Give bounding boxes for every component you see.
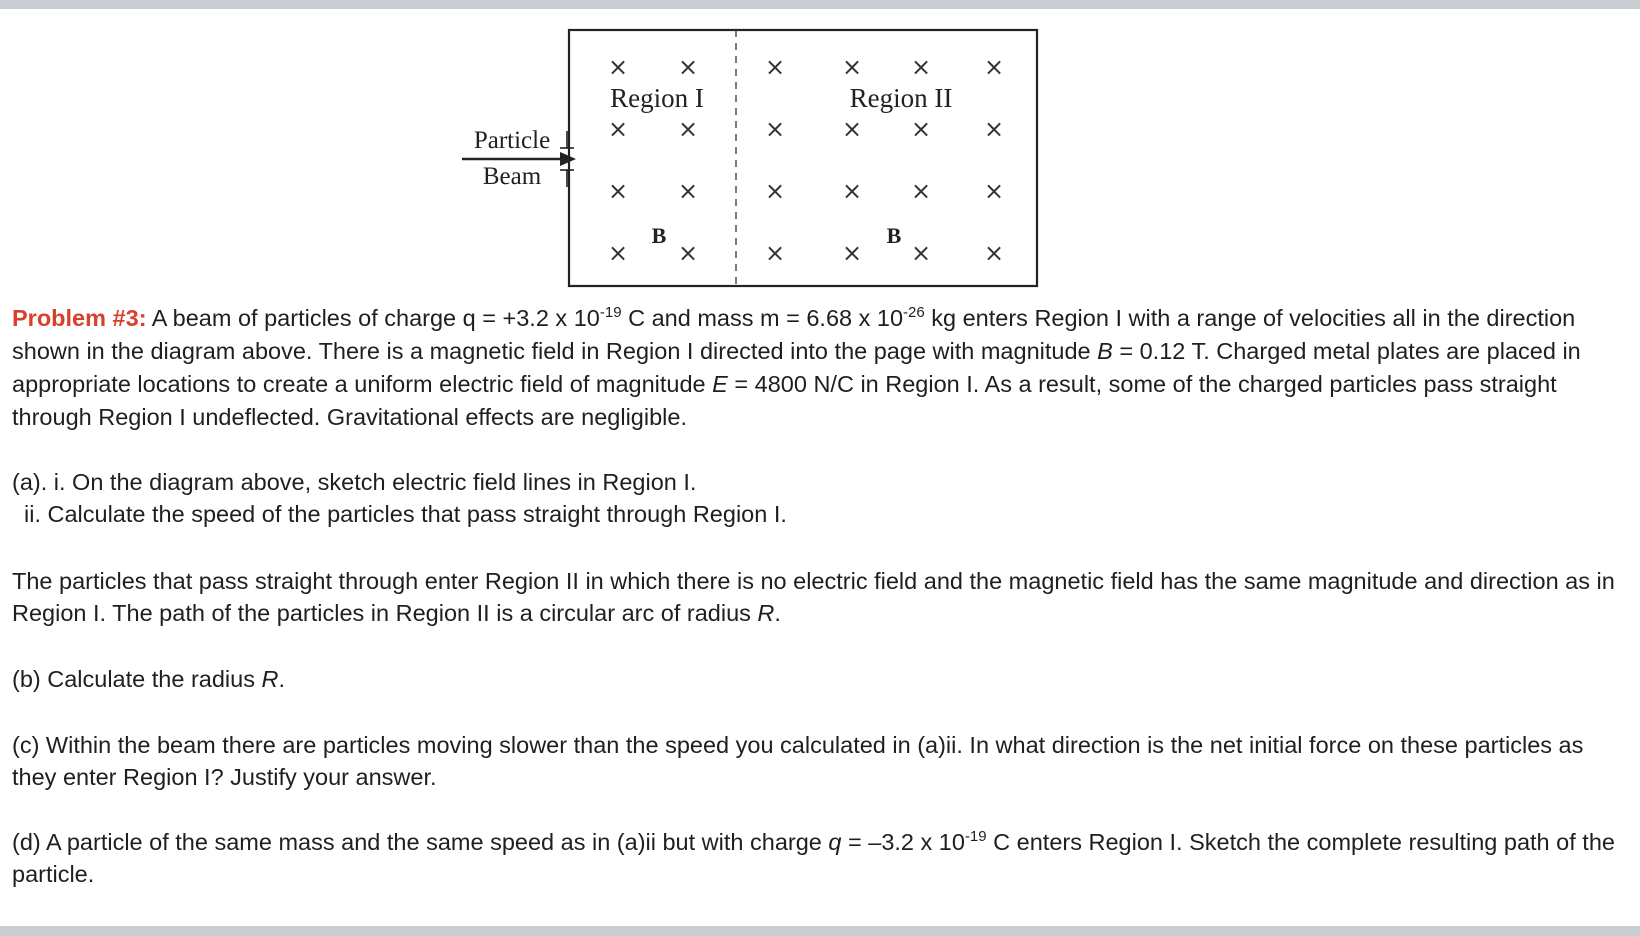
region-1-label: Region I [610,83,704,113]
bottom-border [0,926,1640,936]
part-b-r-symbol: R [261,666,279,692]
field-cross-0-1: × [677,53,699,81]
part-d-text-1: (d) A particle of the same mass and the same speed as in (a)ii but with charge [12,829,829,855]
field-cross-0-4: × [910,53,932,81]
r-symbol: R [757,600,775,626]
field-cross-1-3: × [841,115,863,143]
field-cross-1-1: × [677,115,699,143]
part-d-text-2: = –3.2 x 10 [841,829,965,855]
field-cross-3-0: × [607,239,629,267]
charge-exponent: -19 [599,304,622,321]
intro-text-4: = 0.12 T. Charged metal plates are placed in appropriate locations to create a uniform electric field of magnitude [12,338,1581,397]
field-cross-3-1: × [677,239,699,267]
field-cross-0-3: × [841,53,863,81]
part-a-i: (a). i. On the diagram above, sketch electric field lines in Region I. [12,469,697,495]
field-cross-2-1: × [677,177,699,205]
problem-label: Problem #3: [12,305,147,331]
intro-text-5: = 4800 N/C in Region I. As a result, some of the charged particles pass straight through Region I undeflected. Gravitational effects are negligible. [12,371,1557,430]
region2-text-1: The particles that pass straight through enter Region II in which there is no electric field and the magnetic field has the same magnitude and direction as in Region I. The path of the particles in Region II is a circular arc of radius [12,568,1615,626]
field-cross-2-3: × [841,177,863,205]
part-d-q-symbol: q [828,829,842,855]
field-cross-3-5: × [983,239,1005,267]
part-b-text-1: (b) Calculate the radius [12,666,262,692]
mass-exponent: -26 [903,304,925,321]
part-c: (c) Within the beam there are particles moving slower than the speed you calculated in (a)ii. In what direction is the net initial force on these particles as they enter Region I? Justify your answer. [12,732,1584,790]
field-cross-1-0: × [607,115,629,143]
intro-text-3: kg enters Region I with a range of velocities all in the direction shown in the diagram above. There is a magnetic field in Region I directed into the page with magnitude [12,305,1576,364]
part-a [12,466,1627,530]
field-region-box [569,30,1037,286]
problem-intro [12,302,1627,434]
b-symbol: B [1097,338,1113,364]
beam-label-particle: Particle [473,127,551,154]
region2-text-2: . [774,600,781,626]
field-cross-1-2: × [764,115,786,143]
field-cross-2-4: × [910,177,932,205]
problem-statement [12,302,1627,434]
magnetic-field-diagram [0,0,1640,300]
field-cross-0-0: × [607,53,629,81]
part-d [12,826,1627,890]
field-cross-0-2: × [764,53,786,81]
part-a-ii: ii. Calculate the speed of the particles that pass straight through Region I. [24,501,787,527]
part-b [12,663,1627,695]
intro-text-1: A beam of particles of charge q = +3.2 x 10 [146,305,600,331]
beam-label-beam: Beam [482,163,542,190]
field-b-label-2: B [886,223,902,248]
part-d-text-3: C enters Region I. Sketch the complete resulting path of the particle. [12,829,1615,887]
region-2-description [12,565,1627,629]
intro-text-2: C and mass m = 6.68 x 10 [621,305,904,331]
field-cross-3-4: × [910,239,932,267]
e-symbol: E [712,371,728,397]
field-cross-3-3: × [841,239,863,267]
field-b-label-1: B [651,223,667,248]
field-cross-2-2: × [764,177,786,205]
field-cross-1-5: × [983,115,1005,143]
region-2-label: Region II [849,83,953,113]
field-cross-2-0: × [607,177,629,205]
field-cross-2-5: × [983,177,1005,205]
field-cross-1-4: × [910,115,932,143]
field-cross-0-5: × [983,53,1005,81]
part-b-text-2: . [278,666,285,692]
field-cross-3-2: × [764,239,786,267]
part-d-exponent: -19 [964,828,987,845]
